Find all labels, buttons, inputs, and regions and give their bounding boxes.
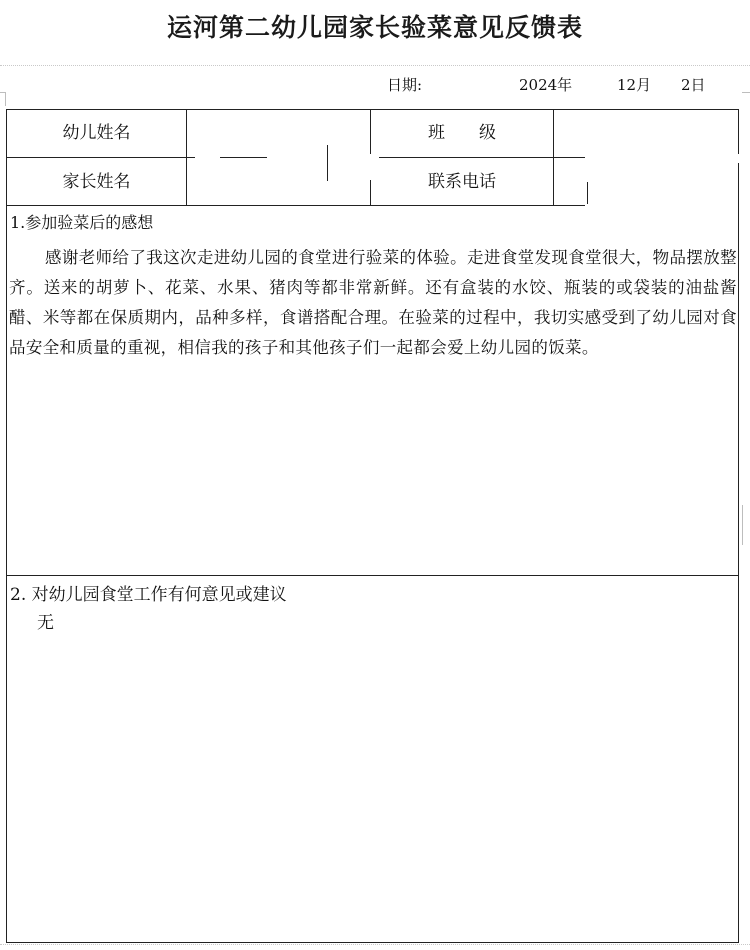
date-label: 日期: [387, 76, 423, 94]
phone-label: 联系电话 [428, 172, 496, 192]
section2-title: 2. 对幼儿园食堂工作有何意见或建议 [10, 585, 287, 605]
redaction-patch [559, 154, 739, 163]
feedback-form [6, 109, 739, 943]
section2-answer: 无 [37, 613, 54, 633]
column-divider [186, 110, 187, 205]
class-label: 班 级 [428, 123, 496, 143]
parent-name-label: 家长姓名 [62, 172, 131, 192]
date-row [0, 74, 750, 96]
page-edge-bottom [0, 944, 750, 945]
redaction-patch [585, 172, 738, 206]
page-edge-top [0, 65, 750, 66]
section1-title: 1.参加验菜后的感想 [10, 213, 154, 232]
redaction-patch [197, 110, 357, 116]
redaction-residue [587, 182, 588, 204]
document-title: 运河第二幼儿园家长验菜意见反馈表 [166, 13, 583, 42]
page-corner-mark [742, 505, 743, 545]
redaction-residue [327, 145, 328, 181]
child-name-label: 幼儿姓名 [62, 123, 131, 143]
redaction-residue [220, 157, 267, 158]
redaction-patch [267, 154, 379, 180]
date-month: 12月 [617, 76, 652, 94]
redaction-residue [553, 157, 585, 158]
date-year: 2024年 [519, 76, 573, 94]
section-divider [7, 575, 738, 576]
date-day: 2日 [681, 76, 706, 94]
section1-text: 感谢老师给了我这次走进幼儿园的食堂进行验菜的体验。走进食堂发现食堂很大，物品摆放整齐。送来的胡萝卜、花菜、水果、猪肉等都非常新鲜。还有盒装的水饺、瓶装的或袋装的油盐酱醋、米等都在保质期内，品种多样，食谱搭配合理。在验菜的过程中，我切实感受到了幼儿园对食品安全和质量的重视，相信我的孩子和其他孩子们一起都会爱上幼儿园的饭菜。 [9, 248, 737, 357]
